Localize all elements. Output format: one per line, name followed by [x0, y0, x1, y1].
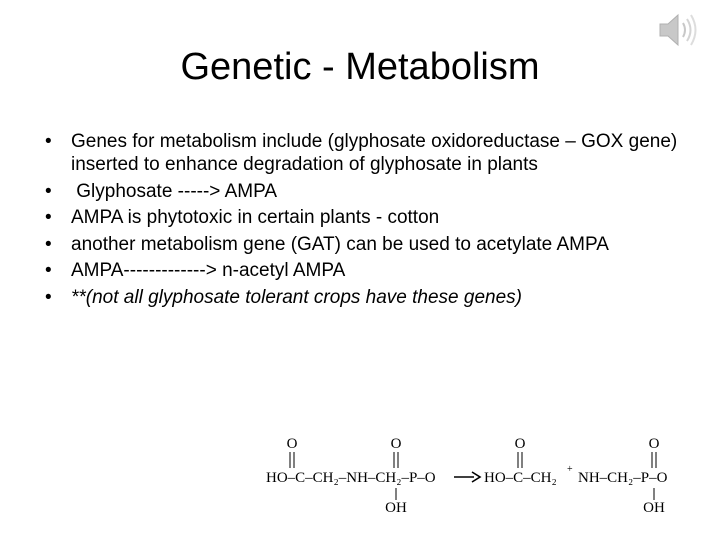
- bullet-marker: •: [45, 233, 52, 255]
- reactant-structure: [266, 436, 436, 516]
- bullet-text: AMPA is phytotoxic in certain plants - cotton: [71, 207, 440, 229]
- bullet-marker: •: [45, 180, 52, 202]
- reaction-arrow: [454, 472, 480, 482]
- product-structure-1: [484, 436, 557, 486]
- list-item: [45, 233, 685, 256]
- bullet-marker: •: [45, 286, 52, 308]
- bullet-list: [45, 130, 685, 313]
- slide-title: Genetic - Metabolism: [180, 46, 540, 88]
- carbonyl-oxygen: O: [286, 436, 298, 452]
- bullet-marker: •: [45, 207, 52, 229]
- plus-sign: +: [567, 464, 573, 475]
- hydroxyl-group: OH: [643, 500, 665, 516]
- bullet-text: another metabolism gene (GAT) can be used to acetylate AMPA: [71, 233, 609, 255]
- reaction-diagram: [258, 436, 698, 516]
- speaker-icon[interactable]: [652, 10, 700, 50]
- list-item: [45, 286, 685, 309]
- product-structure-2: [578, 436, 668, 516]
- bullet-text: Genes for metabolism include (glyphosate oxidoreductase – GOX gene) inserted to enhance degradation of glyphosate in plants: [71, 131, 678, 175]
- phosphoryl-oxygen: O: [648, 436, 660, 452]
- list-item: [45, 259, 685, 282]
- hydroxyl-group: OH: [385, 500, 407, 516]
- bullet-marker: •: [45, 131, 52, 152]
- list-item: [45, 206, 685, 229]
- product-chain: HO–C–CH₂: [484, 470, 557, 486]
- list-item: [45, 180, 685, 203]
- phosphoryl-oxygen: O: [390, 436, 402, 452]
- product-chain: NH–CH₂–P–O: [578, 470, 668, 486]
- bullet-text: **(not all glyphosate tolerant crops have these genes): [71, 286, 522, 308]
- bullet-marker: •: [45, 260, 52, 282]
- list-item: [45, 130, 685, 176]
- reactant-chain: HO–C–CH₂–NH–CH₂–P–O: [266, 470, 436, 486]
- carbonyl-oxygen: O: [514, 436, 526, 452]
- bullet-text: Glyphosate -----> AMPA: [71, 180, 278, 202]
- bullet-text: AMPA-------------> n-acetyl AMPA: [71, 260, 346, 282]
